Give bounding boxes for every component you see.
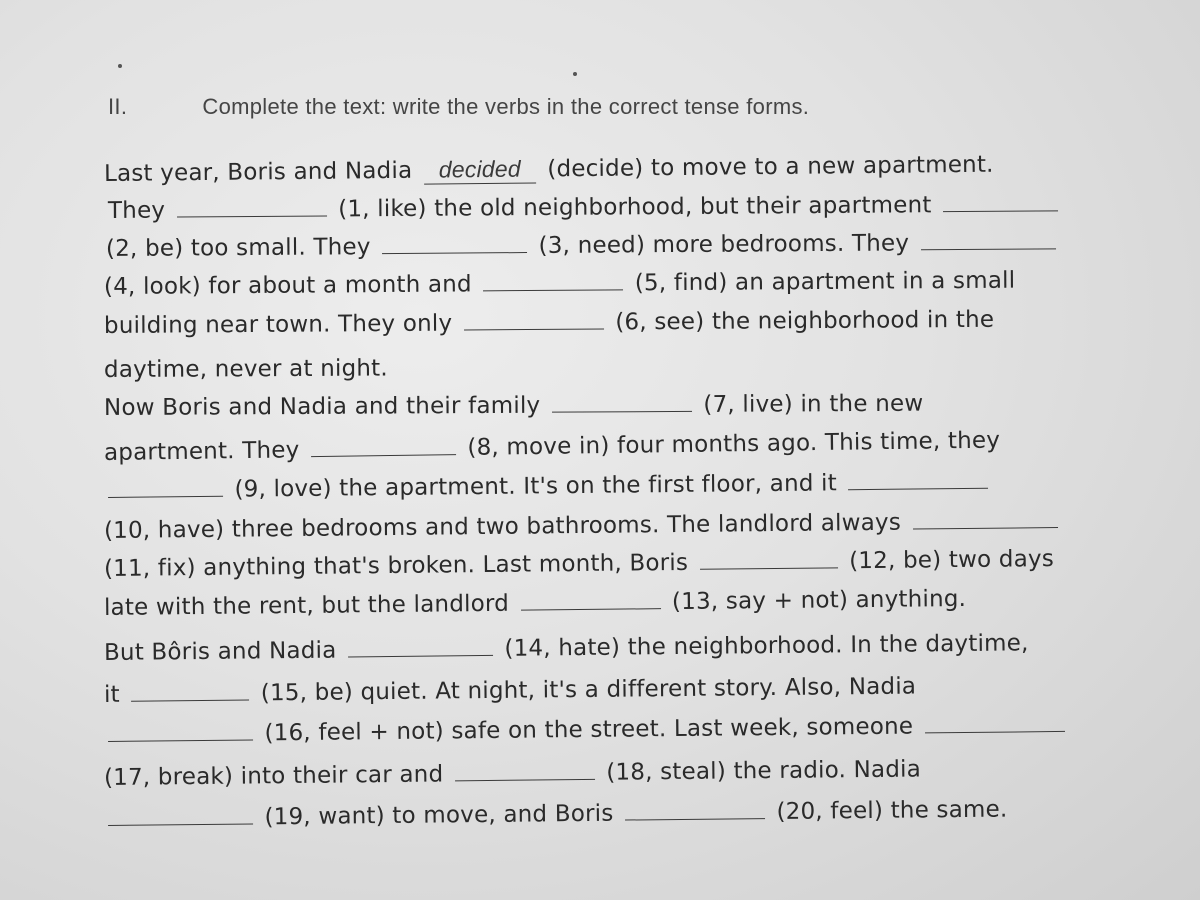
answer-blank-7[interactable] — [552, 393, 692, 413]
answer-blank-20[interactable] — [625, 800, 765, 820]
text-line-13: But Bôris and Nadia (14, hate) the neighborhood. In the daytime, — [103, 630, 1029, 666]
pen-mark — [573, 72, 577, 76]
text-line-2: They (1, like) the old neighborhood, but their apartment — [108, 191, 1062, 224]
text-line-3: (2, be) too small. They (3, need) more bedrooms. They — [106, 229, 1060, 262]
text-line-15: (16, feel + not) safe on the street. Last week, someone — [104, 712, 1069, 748]
text-line-16: (17, break) into their car and (18, steal) the radio. Nadia — [103, 756, 922, 791]
answer-blank-8[interactable] — [311, 436, 456, 457]
answer-blank-15[interactable] — [131, 681, 249, 701]
text-line-12: late with the rent, but the landlord (13, say + not) anything. — [103, 585, 967, 621]
exercise-number: II. — [108, 94, 128, 119]
text-line-8: apartment. They (8, move in) four months ago. This time, they — [103, 427, 1001, 466]
text-line-6: daytime, never at night. — [103, 355, 388, 383]
text-line-4: (4, look) for about a month and (5, find) an apartment in a small — [103, 267, 1016, 300]
example-answer: decided — [438, 155, 521, 183]
answer-blank-6[interactable] — [464, 311, 604, 331]
text-line-17: (19, want) to move, and Boris (20, feel) the same. — [104, 797, 1008, 832]
answer-blank-5[interactable] — [483, 271, 623, 291]
answer-blank-2[interactable] — [943, 192, 1058, 212]
text-line-1: Last year, Boris and Nadia decided (decide) to move to a new apartment. — [103, 151, 994, 187]
text-line-5: building near town. They only (6, see) the neighborhood in the — [103, 306, 995, 339]
answer-blank-3[interactable] — [382, 234, 527, 254]
text-line-7: Now Boris and Nadia and their family (7, live) in the new — [103, 390, 924, 421]
answer-blank-1[interactable] — [177, 197, 327, 217]
answer-blank-16[interactable] — [108, 721, 253, 742]
answer-blank-example[interactable] — [424, 155, 536, 184]
answer-blank-12[interactable] — [700, 549, 838, 569]
answer-blank-19[interactable] — [108, 805, 253, 826]
answer-blank-13[interactable] — [520, 590, 660, 610]
pen-mark — [118, 64, 122, 68]
text-line-11: (11, fix) anything that's broken. Last month, Boris (12, be) two days — [103, 546, 1055, 582]
answer-blank-14[interactable] — [348, 637, 493, 658]
text-line-14: it (15, be) quiet. At night, it's a different story. Also, Nadia — [103, 673, 917, 708]
text-line-10: (10, have) three bedrooms and two bathrooms. The landlord always — [104, 508, 1062, 544]
text-line-9: (9, love) the apartment. It's on the first floor, and it — [104, 469, 993, 504]
answer-blank-4[interactable] — [921, 230, 1056, 250]
answer-blank-10[interactable] — [848, 470, 988, 490]
exercise-instruction: Complete the text: write the verbs in the correct tense forms. — [202, 94, 810, 119]
answer-blank-17[interactable] — [925, 713, 1065, 733]
exercise-header — [108, 94, 1108, 120]
answer-blank-18[interactable] — [455, 761, 595, 781]
answer-blank-11[interactable] — [912, 509, 1057, 530]
answer-blank-9[interactable] — [108, 478, 223, 498]
